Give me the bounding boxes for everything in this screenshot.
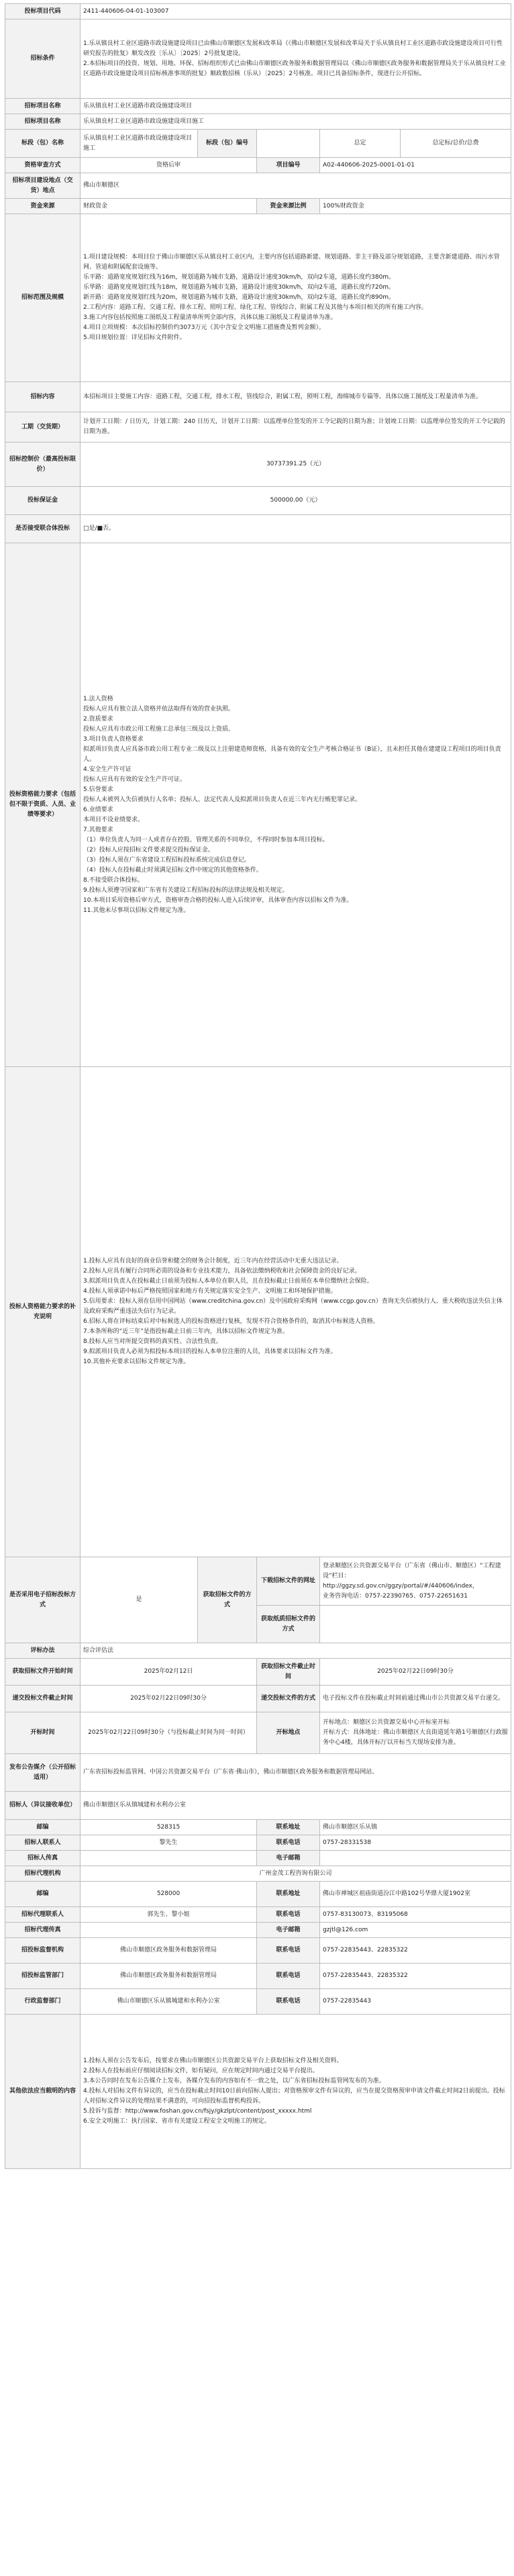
section-right-note: 总定标/总价/总费 (401, 130, 511, 158)
doc-end-value: 2025年02月22日09时30分 (320, 1659, 511, 1686)
doc-url-label: 下载招标文件的网址 (257, 1557, 320, 1606)
fund-ratio-value: 100%财政资金 (320, 199, 511, 214)
supervise2-label: 招投标监管部门 (5, 1964, 81, 1989)
doc-end-label: 获取招标文件截止时间 (257, 1659, 320, 1686)
section-label: 标段（包）名称 (5, 130, 81, 158)
fund-ratio-label: 资金来源比例 (257, 199, 320, 214)
deposit-label: 投标保证金 (5, 487, 81, 515)
agent-phone-label: 联系电话 (257, 1835, 320, 1851)
agency-fax-label: 招标代理传真 (5, 1923, 81, 1938)
location-label: 招标项目建设地点（交货）地点 (5, 173, 81, 199)
agency-contact-value: 郭先生、黎小姐 (81, 1907, 257, 1923)
supervise-label: 招投标监督机构 (5, 1938, 81, 1964)
fund-label: 资金来源 (5, 199, 81, 214)
supervise3-value: 佛山市顺德区乐从镇城建和水利办公室 (81, 1989, 257, 2015)
agency-value: 广州金茂工程咨询有限公司 (81, 1866, 511, 1882)
announcement-table (5, 3, 511, 2169)
code-label: 投标项目代码 (5, 4, 81, 19)
doc-url-value[interactable]: 登录顺德区公共资源交易平台（广东省（佛山市、顺德区）“工程建设”栏目： http://ggzy.sd.gov.cn/ggzy/portal/#/440606/index， 业务咨询电话：0757-22390765、0757-22651631 (320, 1557, 511, 1606)
agency-email-value: gzjtl@126.com (320, 1923, 511, 1938)
eval-label: 评标办法 (5, 1643, 81, 1659)
section-name-label: 招标项目名称 (5, 114, 81, 130)
content-label: 招标内容 (5, 382, 81, 412)
open-place-value: 开标地点：顺德区公共资源交易中心开标室开标 开标方式：具体地址：佛山市顺德区大良街道延年路1号顺德区行政服务中心4楼，具体开标厅以开标当天现场安排为准。 (320, 1712, 511, 1754)
qual-value: 资格后审 (81, 158, 257, 173)
control-value: 30737391.25（元） (81, 443, 511, 487)
doc-paper-label: 获取纸质招标文件的方式 (257, 1606, 320, 1643)
period-label: 工期（交货期） (5, 412, 81, 443)
agent-contact-label: 招标人联系人 (5, 1835, 81, 1851)
media-value: 广东省招标投标监管网、中国公共资源交易平台（广东省·佛山市），佛山市顺德区政务服务和数据管理局网站。 (81, 1754, 511, 1792)
doc-paper-value (320, 1606, 511, 1643)
supervise-value: 佛山市顺德区政务服务和数据管理局 (81, 1938, 257, 1964)
agency-zip-label: 邮编 (5, 1882, 81, 1907)
agency-addr-value: 佛山市禅城区祖庙街道汾江中路102号华鼎大厦1902室 (320, 1882, 511, 1907)
open-place-label: 开标地点 (257, 1712, 320, 1754)
fund-value: 财政资金 (81, 199, 257, 214)
agent-fax-value (81, 1851, 257, 1866)
agent-addr-value: 佛山市顺德区乐从镇 (320, 1820, 511, 1835)
bidder-req-label: 投标资格能力要求（包括但不限于资质、人员、业绩等要求） (5, 543, 81, 1067)
consortium-label: 是否接受联合体投标 (5, 515, 81, 543)
location-value: 佛山市顺德区 (81, 173, 511, 199)
dual-label: 投标人资格能力要求的补充说明 (5, 1067, 81, 1557)
agency-label: 招标代理机构 (5, 1866, 81, 1882)
qual-label: 资格审查方式 (5, 158, 81, 173)
section-name-value: 乐从镇良村工业区道路市政设施建设项目施工 (81, 114, 511, 130)
agency-zip-value: 528000 (81, 1882, 257, 1907)
section-code-value (257, 130, 320, 158)
doc-method-label: 是否采用电子招标投标方式 (5, 1557, 81, 1643)
agent-label: 招标人（异议接收单位） (5, 1792, 81, 1820)
agency-addr-label: 联系地址 (257, 1882, 320, 1907)
supervise3-phone-label: 联系电话 (257, 1989, 320, 2015)
bidder-req-value: 1.法人资格 投标人应具有独立法人资格并依法取得有效的营业执照。 2.资质要求 投标人应具有市政公用工程施工总承包三级及以上资质。 3.项目负责人资格要求 拟派项目负责人应具备市政公用工程专业二级及以上注册建造师资格，具备有效的安全生产考核合格证书（B证），且未担任其他在建建设工程项目的项目负责人。 4.安全生产许可证 投标人应具有有效的安全生产许可证。 5.信誉要求 投标人未被列入失信被执行人名单；投标人、法定代表人及拟派项目负责人在近三年内无行贿犯罪记录。 6.业绩要求 本项目不设业绩要求。 7.其他要求 （1）单位负责人为同一人或者存在控股、管理关系的不同单位，不得同时参加本项目投标。 （2）投标人应按招标文件要求提交投标保证金。 （3）投标人须在广东省建设工程招标投标系统完成信息登记。 （4）投标人在投标截止时须满足招标文件中规定的其他资格条件。 8.不接受联合体投标。 9.投标人须遵守国家和广东省有关建设工程招标投标的法律法规及相关规定。 10.本项目采用资格后审方式，资格审查合格的投标人进入后续评审，具体审查内容以招标文件为准。 11.其他未尽事项以招标文件规定为准。 (81, 543, 511, 1067)
agency-contact-label: 招标代理联系人 (5, 1907, 81, 1923)
scope-label: 招标范围及规模 (5, 214, 81, 382)
other-label: 其他依法应当载明的内容 (5, 2015, 81, 2169)
control-label: 招标控制价（最高投标限价） (5, 443, 81, 487)
agent-email-label: 电子邮箱 (257, 1851, 320, 1866)
supervise2-value: 佛山市顺德区政务服务和数据管理局 (81, 1964, 257, 1989)
agency-fax-value (81, 1923, 257, 1938)
submit-label: 递交投标文件截止时间 (5, 1686, 81, 1712)
content-value: 本招标项目主要施工内容：道路工程，交通工程，排水工程，管线综合，附属工程，照明工程，海绵城市专篇等。具体以施工图纸及工程量清单为准。 (81, 382, 511, 412)
agency-phone-label: 联系电话 (257, 1907, 320, 1923)
agent-zip-value: 528315 (81, 1820, 257, 1835)
supervise2-phone-value: 0757-22835443、22835322 (320, 1964, 511, 1989)
agent-addr-label: 联系地址 (257, 1820, 320, 1835)
project-name-label: 招标项目名称 (5, 99, 81, 114)
submit-way-label: 递交投标文件的方式 (257, 1686, 320, 1712)
supervise2-phone-label: 联系电话 (257, 1964, 320, 1989)
agent-value: 佛山市顺德区乐从镇城建和水利办公室 (81, 1792, 511, 1820)
project-code-label: 项目编号 (257, 158, 320, 173)
deposit-value: 500000.00（元） (81, 487, 511, 515)
agent-zip-label: 邮编 (5, 1820, 81, 1835)
conditions-value: 1.乐从镇良村工业区道路市政设施建设项目已由佛山市顺德区发展和改革局（《佛山市顺德区发展和改革局关于乐从镇良村工业区道路市政设施建设项目可行性研究报告的批复》顺发改投〔乐从〕〔2025〕2号批复建设。 2.本招标项目的投资、规划、用地、环保、招标组织形式已由佛山市顺德区政务服务和数据管理局以《佛山市顺德区政务服务和数据管理局关于乐从镇良村工业区道路市政设施建设项目招标核准事项的批复》顺政数招核（乐从）〔2025〕2号核准。项目已具备招标条件，现进行公开招标。 (81, 19, 511, 99)
doc-way-label: 获取招标文件的方式 (198, 1557, 257, 1643)
project-code-value: A02-440606-2025-0001-01-01 (320, 158, 511, 173)
tender-announcement (5, 3, 511, 2169)
supervise3-label: 行政监督部门 (5, 1989, 81, 2015)
scope-value: 1.项目建设规模：本项目位于佛山市顺德区乐从镇良村工业区内，主要内容包括道路新建、规划道路、非主干路及部分规划道路，主要含新建道路、雨污水管网、管道和附属配套设施等。 乐平路：道路宽度规划红线为16m，规划道路为城市支路，道路设计速度30km/h，双向2车道，道路长度约380m。 乐华路：道路宽度规划红线为18m，规划道路为城市支路，道路设计速度30km/h，双向2车道，道路长度约720m。 新开路：道路宽度规划红线为20m，规划道路为城市支路，道路设计速度30km/h，双向2车道，道路长度约890m。 2.工程内容：道路工程、交通工程、排水工程、照明工程、绿化工程、管线综合、附属工程及其他与本项目相关的所有施工内容。 3.施工内容包括按照施工图纸及工程量清单所列全部内容，具体以施工图纸及工程量清单为准。 4.项目立项规模：本次招标控制价约3073万元（其中含安全文明施工措施费及暂列金额）。 5.项目规划位置：详见招标文件附件。 (81, 214, 511, 382)
agent-email-value (320, 1851, 511, 1866)
supervise-phone-label: 联系电话 (257, 1938, 320, 1964)
consortium-value: □是/■否。 (81, 515, 511, 543)
project-name-value: 乐从镇良村工业区道路市政设施建设项目 (81, 99, 511, 114)
media-label: 发布公告媒介（公开招标适用） (5, 1754, 81, 1792)
dual-value: 1.投标人应具有良好的商业信誉和健全的财务会计制度，近三年内在经营活动中无重大违法记录。 2.投标人应具有履行合同所必需的设备和专业技术能力，具备依法缴纳税收和社会保障资金的良好记录。 3.拟派项目负责人在投标截止日前须为投标人本单位在职人员，且在投标截止日前须在本单位缴纳社会保险。 4.投标人须承诺中标后严格按照国家和地方有关规定落实安全生产、文明施工和环境保护措施。 5.信用要求：投标人须在信用中国网站（www.creditchina.gov.cn）及中国政府采购网（www.ccgp.gov.cn）查询无失信被执行人、重大税收违法失信主体及政府采购严重违法失信行为记录。 6.招标人将在评标结束后对中标候选人的投标资格进行复核，发现不符合资格条件的，取消其中标候选人资格。 7.本条所称的“近三年”是指投标截止日前三年内，具体以招标文件规定为准。 8.投标人应当对所提交资料的真实性、合法性负责。 9.拟派项目负责人必须为拟投标本项目的投标人本单位注册的人员，具体要求以招标文件为准。 10.其他补充要求以招标文件规定为准。 (81, 1067, 511, 1557)
agent-fax-label: 招标人传真 (5, 1851, 81, 1866)
other-value: 1.投标人须在公告发布后，按要求在佛山市顺德区公共资源交易平台上获取招标文件及相关资料。 2.投标人在投标前应仔细阅读招标文件，如有疑问，应在规定时间内通过交易平台提出。 3.本公告同时在发布公告媒介上发布，各媒介发布的内容如有不一致之处，以广东省招标投标监管网发布的为准。 4.投标人对招标文件有异议的，应当在投标截止时间10日前向招标人提出；对资格预审文件有异议的，应当在提交资格预审申请文件截止时间2日前提出。投标人对招标文件异议的处理结果不满意的，可向招投标监督机构投诉。 5.投诉与监督：http://www.foshan.gov.cn/fsjy/gkzlpt/content/post_xxxxx.html 6.安全文明施工：执行国家、省市有关建设工程安全文明施工的规定。 (81, 2015, 511, 2169)
section-value: 乐从镇良村工业区道路市政设施建设项目施工 (81, 130, 198, 158)
doc-method-value: 是 (81, 1557, 198, 1643)
section-code-label: 标段（包）编号 (198, 130, 257, 158)
open-label: 开标时间 (5, 1712, 81, 1754)
doc-start-value: 2025年02月12日 (81, 1659, 257, 1686)
agency-phone-value: 0757-83130073、83195068 (320, 1907, 511, 1923)
submit-value: 2025年02月22日09时30分 (81, 1686, 257, 1712)
agency-email-label: 电子邮箱 (257, 1923, 320, 1938)
open-value: 2025年02月22日09时30分（与投标截止时间为同一时间） (81, 1712, 257, 1754)
agent-phone-value: 0757-28331538 (320, 1835, 511, 1851)
period-value: 计划开工日期：/ 日历天，计划工期：240 日历天，计划开工日期：以监理单位签发的开工令记载的日期为准；计划竣工日期：以监理单位签发的开工令记载的日期为准。 (81, 412, 511, 443)
conditions-label: 招标条件 (5, 19, 81, 99)
submit-way-value: 电子投标文件在投标截止时间前通过佛山市公共资源交易平台递交。 (320, 1686, 511, 1712)
code-value: 2411-440606-04-01-103007 (81, 4, 511, 19)
supervise3-phone-value: 0757-22835443 (320, 1989, 511, 2015)
eval-value: 综合评估法 (81, 1643, 511, 1659)
supervise-phone-value: 0757-22835443、22835322 (320, 1938, 511, 1964)
section-right-value: 总定 (320, 130, 401, 158)
doc-start-label: 获取招标文件开始时间 (5, 1659, 81, 1686)
agent-contact-value: 黎先生 (81, 1835, 257, 1851)
